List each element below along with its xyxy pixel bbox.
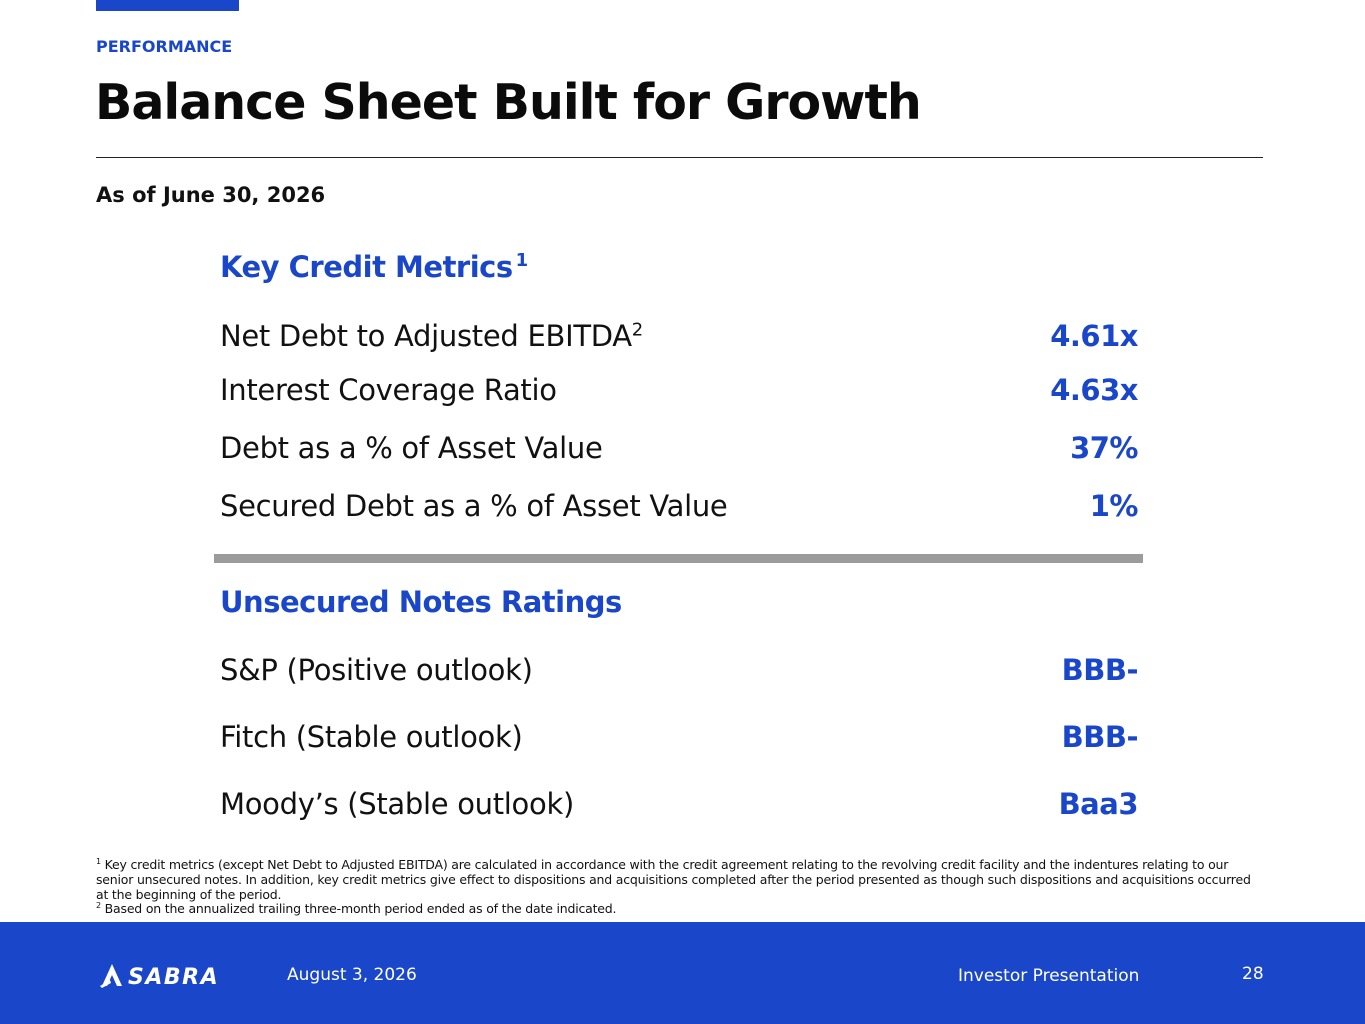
footnote-text: Based on the annualized trailing three-month period ended as of the date indicated. <box>104 901 617 917</box>
footnote <box>96 858 1266 902</box>
footnotes <box>96 858 1266 917</box>
section-label: PERFORMANCE <box>96 37 233 56</box>
credit-metric-row <box>220 370 1138 410</box>
metric-value: 4.61x <box>1050 319 1138 353</box>
rating-row <box>220 650 1138 690</box>
page-title: Balance Sheet Built for Growth <box>95 74 921 131</box>
sabra-logo-icon <box>100 962 124 992</box>
footer-date: August 3, 2026 <box>287 965 417 985</box>
rating-value: Baa3 <box>1058 787 1138 821</box>
footnote-marker: 1 <box>96 856 101 866</box>
metric-label-text: Net Debt to Adjusted EBITDA <box>220 319 632 353</box>
footer-presentation-name: Investor Presentation <box>958 966 1140 986</box>
metric-label: Debt as a % of Asset Value <box>220 431 603 465</box>
section-divider <box>214 554 1143 563</box>
rating-row <box>220 784 1138 824</box>
metric-label <box>220 319 643 353</box>
credit-metric-row <box>220 428 1138 468</box>
footnote-marker: 1 <box>515 250 528 272</box>
logo-wordmark: SABRA <box>128 964 220 990</box>
credit-metric-row <box>220 316 1138 356</box>
footnote-marker: 2 <box>631 319 643 341</box>
footnote-text: Key credit metrics (except Net Debt to Adjusted EBITDA) are calculated in accordance with the credit agreement relating to the revolving credit facility and the indentures relating to our senior unsecured notes. In addition, key credit metrics give effect to dispositions and acquisitions completed after the period presented as though such dispositions and acquisitions occurred at the beginning of the period. <box>96 857 1251 902</box>
company-logo <box>100 962 219 992</box>
credit-metrics-heading-text: Key Credit Metrics <box>220 250 513 284</box>
credit-metric-row <box>220 486 1138 526</box>
footer <box>0 922 1365 1024</box>
credit-metrics-heading <box>220 250 528 284</box>
rating-value: BBB- <box>1061 653 1138 687</box>
metric-value: 37% <box>1070 431 1138 465</box>
footnote <box>96 902 1266 917</box>
rating-value: BBB- <box>1061 720 1138 754</box>
metric-value: 1% <box>1089 489 1138 523</box>
rating-agency-label: Fitch (Stable outlook) <box>220 720 523 754</box>
metric-value: 4.63x <box>1050 373 1138 407</box>
metric-label: Secured Debt as a % of Asset Value <box>220 489 728 523</box>
page-number: 28 <box>1242 964 1264 984</box>
ratings-heading: Unsecured Notes Ratings <box>220 585 622 619</box>
accent-bar <box>96 0 239 11</box>
title-divider <box>96 157 1263 158</box>
rating-agency-label: S&P (Positive outlook) <box>220 653 533 687</box>
rating-agency-label: Moody’s (Stable outlook) <box>220 787 574 821</box>
as-of-date: As of June 30, 2026 <box>96 183 326 207</box>
rating-row <box>220 717 1138 757</box>
footnote-marker: 2 <box>96 901 101 911</box>
metric-label: Interest Coverage Ratio <box>220 373 557 407</box>
